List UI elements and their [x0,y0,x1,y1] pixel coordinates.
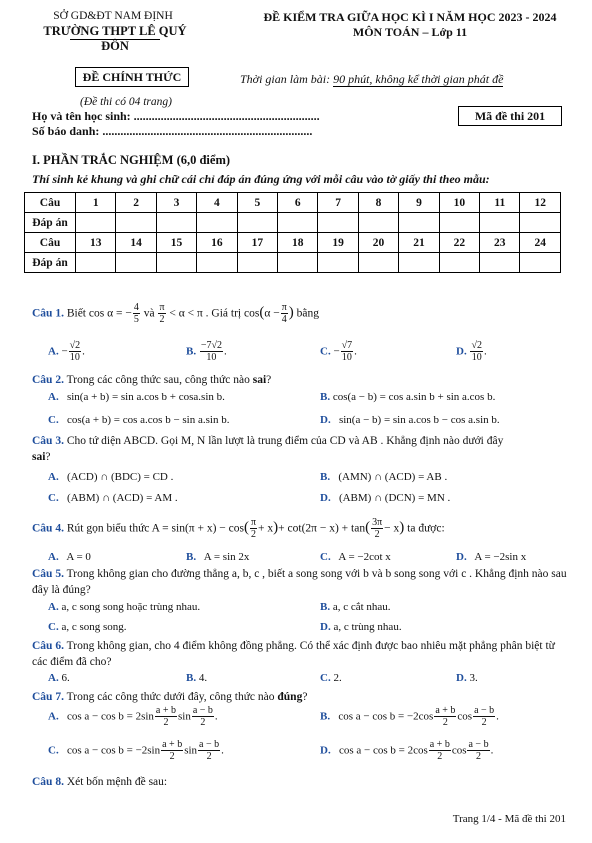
answer-cell [358,213,398,233]
option-c[interactable]: C. cos(a + b) = cos a.cos b − sin a.sin b. [48,414,230,426]
section-instruction: Thí sinh kẻ khung và ghi chữ cái chỉ đáp án đúng ứng với mỗi câu vào tờ giấy thi theo mẫu: [32,172,490,186]
table-header-cell: Câu [25,193,76,213]
answer-table [24,192,561,273]
answer-cell [76,253,116,273]
department: SỞ GD&ĐT NAM ĐỊNH [53,10,173,22]
option-a[interactable]: A. 6. [48,672,70,684]
option-d[interactable]: D. 3. [456,672,478,684]
option-a[interactable]: A. (ACD) ∩ (BDC) = CD . [48,471,174,483]
table-cell: 13 [76,233,116,253]
time-value: 90 phút, không kể thời gian phát đề [333,72,504,86]
option-d[interactable]: D. $\frac{√2}{10}$ . [456,340,487,363]
section-title: I. PHẦN TRẮC NGHIỆM (6,0 điểm) [32,153,231,167]
question-6: Câu 6. Trong không gian, cho 4 điểm không đồng phẳng. Có thể xác định được bao nhiêu mặt phẳng phân biệt từ các điểm đã cho? [32,640,555,668]
table-cell: 24 [520,233,561,253]
answer-cell [237,213,277,233]
option-a[interactable]: A. cos a − cos b = 2sin $\frac{a + b}{2}$ sin $\frac{a - b}{2}$ . [48,705,218,728]
time-prefix: Thời gian làm bài: [240,72,334,86]
option-c[interactable]: C. − $\frac{√7}{10}$ . [320,340,357,363]
answer-cell [197,213,237,233]
answer-cell [520,213,561,233]
table-row [25,213,561,233]
option-b[interactable]: B. a, c cắt nhau. [320,601,391,613]
answer-cell [399,213,439,233]
answer-cell [520,253,561,273]
answer-cell [480,253,520,273]
option-b[interactable]: B. $\frac{-7√2}{10}$ . [186,340,227,363]
question-7: Câu 7. Trong các công thức dưới đây, công thức nào đúng? [32,691,308,703]
answer-cell [116,253,156,273]
table-cell: 14 [116,233,156,253]
option-d[interactable]: D. sin(a − b) = sin a.cos b − cos a.sin b. [320,414,500,426]
school-underline [70,39,160,40]
table-cell: 4 [197,193,237,213]
option-b[interactable]: B. cos(a − b) = cos a.sin b + sin a.cos b. [320,391,496,403]
table-cell: 20 [358,233,398,253]
question-4: Câu 4. Rút gọn biểu thức A = sin(π + x) − cos( $\frac{\pi}{2}$ + x)+ cot(2π − x) + tan( $\frac{3\pi}{2}$ − x) ta được: [32,517,445,540]
table-cell: 11 [480,193,520,213]
question-label: Câu 1. [32,307,64,320]
student-id-line: Số báo danh: ...................................................................... [32,124,313,138]
table-header-cell: Đáp án [25,213,76,233]
answer-cell [439,213,479,233]
table-cell: 12 [520,193,561,213]
option-c[interactable]: C. 2. [320,672,342,684]
table-cell: 5 [237,193,277,213]
table-cell: 7 [318,193,358,213]
table-cell: 23 [480,233,520,253]
table-cell: 18 [278,233,318,253]
option-a[interactable]: A. sin(a + b) = sin a.cos b + cosa.sin b. [48,391,225,403]
table-cell: 22 [439,233,479,253]
question-3: Câu 3. Cho tứ diện ABCD. Gọi M, N lần lượt là trung điểm của CD và AB . Khẳng định nào dưới đây sai? [32,435,504,463]
question-5: Câu 5. Trong không gian cho đường thẳng a, b, c , biết a song song với b và b song song với c . Khẳng định nào sau đây là đúng? [32,568,567,596]
table-cell: 19 [318,233,358,253]
option-b[interactable]: B. 4. [186,672,208,684]
option-d[interactable]: D. (ABM) ∩ (DCN) = MN . [320,492,451,504]
answer-cell [76,213,116,233]
option-a[interactable]: A. − $\frac{√2}{10}$ . [48,340,85,363]
answer-cell [278,213,318,233]
table-header-cell: Đáp án [25,253,76,273]
page-footer: Trang 1/4 - Mã đề thi 201 [452,813,566,825]
table-cell: 17 [237,233,277,253]
question-text: Biết cos α = − [66,307,132,320]
option-b[interactable]: B. cos a − cos b = −2cos $\frac{a + b}{2}$ cos $\frac{a - b}{2}$ . [320,705,499,728]
option-a[interactable]: A. a, c song song hoặc trùng nhau. [48,601,201,613]
option-c[interactable]: C. a, c song song. [48,621,127,633]
table-row [25,193,561,213]
option-a[interactable]: A. A = 0 [48,551,91,563]
table-row [25,253,561,273]
table-cell: 21 [399,233,439,253]
table-cell: 6 [278,193,318,213]
school-name: TRƯỜNG THPT LÊ QUÝ ĐÔN [43,24,187,53]
table-cell: 2 [116,193,156,213]
option-b[interactable]: B. (AMN) ∩ (ACD) = AB . [320,471,448,483]
option-b[interactable]: B. A = sin 2x [186,551,250,563]
table-cell: 10 [439,193,479,213]
table-header-cell: Câu [25,233,76,253]
table-cell: 9 [399,193,439,213]
table-row [25,233,561,253]
answer-cell [156,213,196,233]
answer-cell [480,213,520,233]
question-8: Câu 8. Xét bốn mệnh đề sau: [32,776,168,788]
option-c[interactable]: C. cos a − cos b = −2sin $\frac{a + b}{2}$ sin $\frac{a - b}{2}$ . [48,739,224,762]
fraction: $\frac{\pi}{2}$ [159,302,165,325]
option-c[interactable]: C. A = −2cot x [320,551,391,563]
option-d[interactable]: D. cos a − cos b = 2cos $\frac{a + b}{2}$ cos $\frac{a - b}{2}$ . [320,739,494,762]
subject: MÔN TOÁN – Lớp 11 [352,25,468,39]
pages-note: (Đề thi có 04 trang) [80,96,172,108]
table-cell: 1 [76,193,116,213]
answer-cell [318,253,358,273]
answer-cell [237,253,277,273]
option-d[interactable]: D. A = −2sin x [456,551,527,563]
answer-cell [439,253,479,273]
table-cell: 16 [197,233,237,253]
answer-cell [197,253,237,273]
answer-cell [358,253,398,273]
exam-code: Mã đề thi 201 [458,106,562,126]
question-1: Câu 1. Biết cos α = − $\frac{4}{5}$ và $\frac{\pi}{2}$ < α < π . Giá trị cos(α − $\frac{\pi}{4}$ ) bằng [32,302,320,325]
fraction: $\frac{\pi}{4}$ [281,302,287,325]
answer-cell [399,253,439,273]
option-c[interactable]: C. (ABM) ∩ (ACD) = AM . [48,492,178,504]
answer-cell [318,213,358,233]
question-2: Câu 2. Trong các công thức sau, công thức nào sai? [32,374,272,386]
official-badge: ĐỀ CHÍNH THỨC [75,67,189,87]
table-cell: 15 [156,233,196,253]
answer-cell [156,253,196,273]
time-line [240,72,580,87]
table-cell: 8 [358,193,398,213]
option-d[interactable]: D. a, c trùng nhau. [320,621,402,633]
student-name-line: Họ và tên học sinh: .............................................................. [32,109,320,123]
table-cell: 3 [156,193,196,213]
answer-cell [116,213,156,233]
fraction: $\frac{4}{5}$ [133,302,139,325]
answer-cell [278,253,318,273]
exam-title: ĐỀ KIỂM TRA GIỮA HỌC KÌ I NĂM HỌC 2023 - 2024 [263,10,557,24]
